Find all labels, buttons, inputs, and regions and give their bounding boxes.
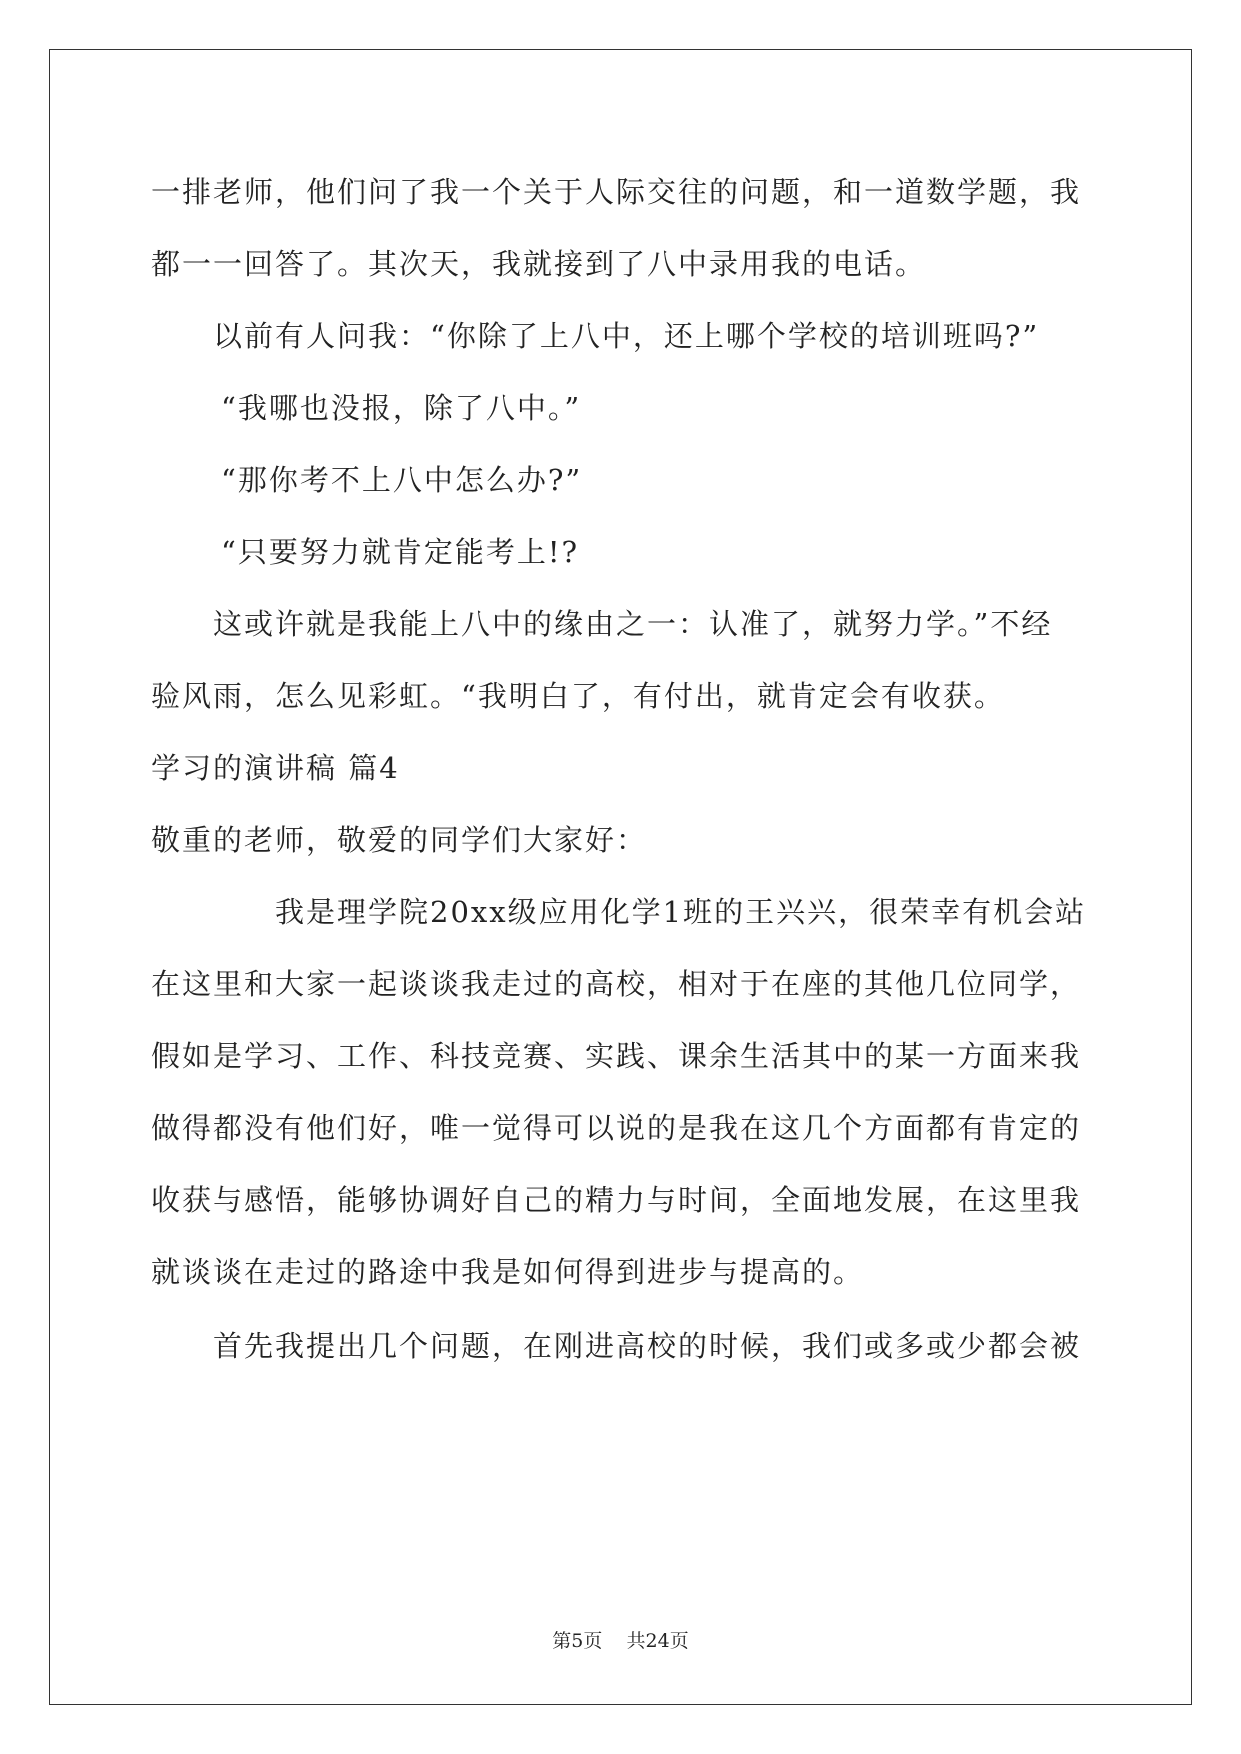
text-line-15: 收获与感悟，能够协调好自己的精力与时间，全面地发展，在这里我: [151, 1183, 1082, 1217]
text-line-10: 敬重的老师，敬爱的同学们大家好：: [151, 823, 648, 857]
text-line-17: 首先我提出几个问题，在刚进高校的时候，我们或多或少都会被: [213, 1329, 1082, 1363]
text-line-7: 这或许就是我能上八中的缘由之一：认准了，就努力学。”不经: [213, 607, 1053, 641]
page-number: 第5页: [552, 1630, 603, 1652]
text-line-8: 验风雨，怎么见彩虹。“我明白了，有付出，就肯定会有收获。: [151, 679, 1005, 713]
text-line-5: “那你考不上八中怎么办?”: [221, 463, 583, 497]
page-border: [49, 49, 1192, 1705]
text-line-6: “只要努力就肯定能考上!?: [221, 535, 580, 569]
text-line-1: 一排老师，他们问了我一个关于人际交往的问题，和一道数学题，我: [151, 175, 1082, 209]
text-line-3: 以前有人问我：“你除了上八中，还上哪个学校的培训班吗?”: [213, 319, 1040, 353]
text-line-11: 我是理学院20xx级应用化学1班的王兴兴，很荣幸有机会站: [275, 895, 1087, 929]
text-line-13: 假如是学习、工作、科技竞赛、实践、课余生活其中的某一方面来我: [151, 1039, 1082, 1073]
text-line-2: 都一一回答了。其次天，我就接到了八中录用我的电话。: [151, 247, 927, 281]
page-total: 共24页: [626, 1630, 689, 1652]
text-line-12: 在这里和大家一起谈谈我走过的高校，相对于在座的其他几位同学，: [151, 967, 1082, 1001]
text-line-16: 就谈谈在走过的路途中我是如何得到进步与提高的。: [151, 1255, 865, 1289]
text-line-4: “我哪也没报，除了八中。”: [221, 391, 582, 425]
text-line-14: 做得都没有他们好，唯一觉得可以说的是我在这几个方面都有肯定的: [151, 1111, 1082, 1145]
page-footer: [0, 1628, 1241, 1654]
section-heading: 学习的演讲稿 篇4: [151, 751, 400, 785]
